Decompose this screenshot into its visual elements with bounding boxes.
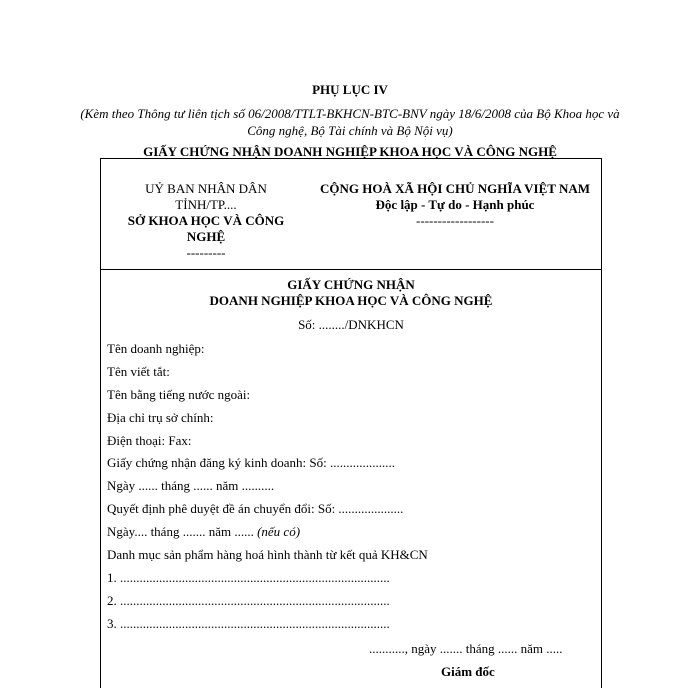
field-phone-fax: Điện thoại: Fax:	[107, 432, 192, 448]
agency-line-1: UỶ BAN NHÂN DÂN	[145, 181, 267, 196]
field-short-name: Tên viết tắt:	[107, 363, 170, 379]
field-conversion-decision: Quyết định phê duyệt đề án chuyển đổi: Số: ....................	[107, 501, 404, 517]
appendix-subtitle: (Kèm theo Thông tư liên tịch số 06/2008/TTLT-BKHCN-BTC-BNV ngày 18/6/2008 của Bộ Khoa học và Công nghệ, Bộ Tài chính và Bộ Nội vụ)	[80, 106, 620, 138]
certificate-title-line-1: GIẤY CHỨNG NHẬN	[287, 277, 415, 292]
field-conversion-date	[107, 524, 587, 547]
signature-date: ..........., ngày ....... tháng ...... năm .....	[369, 641, 563, 656]
conversion-date-note: (nếu có)	[257, 524, 301, 540]
nation-name: CỘNG HOÀ XÃ HỘI CHỦ NGHĨA VIỆT NAM	[319, 181, 591, 196]
national-heading-block	[306, 181, 604, 229]
field-business-registration: Giấy chứng nhận đăng ký kinh doanh: Số: ....................	[107, 455, 395, 471]
field-business-registration-date: Ngày ...... tháng ...... năm ..........	[107, 478, 275, 494]
field-foreign-name: Tên bằng tiếng nước ngoài:	[107, 386, 251, 402]
field-product-list: Danh mục sản phẩm hàng hoá hình thành từ kết quả KH&CN	[107, 547, 428, 563]
conversion-date-prefix: Ngày.... tháng ....... năm ......	[107, 524, 258, 540]
frame-divider	[101, 269, 601, 270]
signer-title: Giám đốc	[441, 664, 495, 679]
agency-line-3: SỞ KHOA HỌC VÀ CÔNG NGHỆ	[127, 213, 285, 244]
product-item-1: 1. ...................................................................................	[107, 569, 390, 585]
certificate-heading: GIẤY CHỨNG NHẬN DOANH NGHIỆP KHOA HỌC VÀ CÔNG NGHỆ	[143, 144, 557, 159]
agency-line-2: TỈNH/TP....	[175, 197, 237, 212]
motto-dashes: ------------------	[416, 213, 494, 228]
field-address: Địa chỉ trụ sở chính:	[107, 409, 214, 425]
national-motto: Độc lập - Tự do - Hạnh phúc	[375, 197, 535, 212]
certificate-title	[101, 277, 601, 309]
certificate-fields	[107, 341, 587, 639]
agency-dashes: ---------	[186, 245, 226, 260]
issuing-agency-block	[111, 181, 301, 261]
certificate-number: Số: ......../DNKHCN	[298, 317, 404, 332]
product-item-3: 3. ...................................................................................	[107, 615, 390, 631]
appendix-title: PHỤ LỤC IV	[312, 82, 388, 97]
certificate-frame	[100, 158, 602, 688]
field-company-name: Tên doanh nghiệp:	[107, 341, 205, 356]
product-item-2: 2. ...................................................................................	[107, 592, 390, 608]
certificate-title-line-2: DOANH NGHIỆP KHOA HỌC VÀ CÔNG NGHỆ	[209, 293, 493, 308]
